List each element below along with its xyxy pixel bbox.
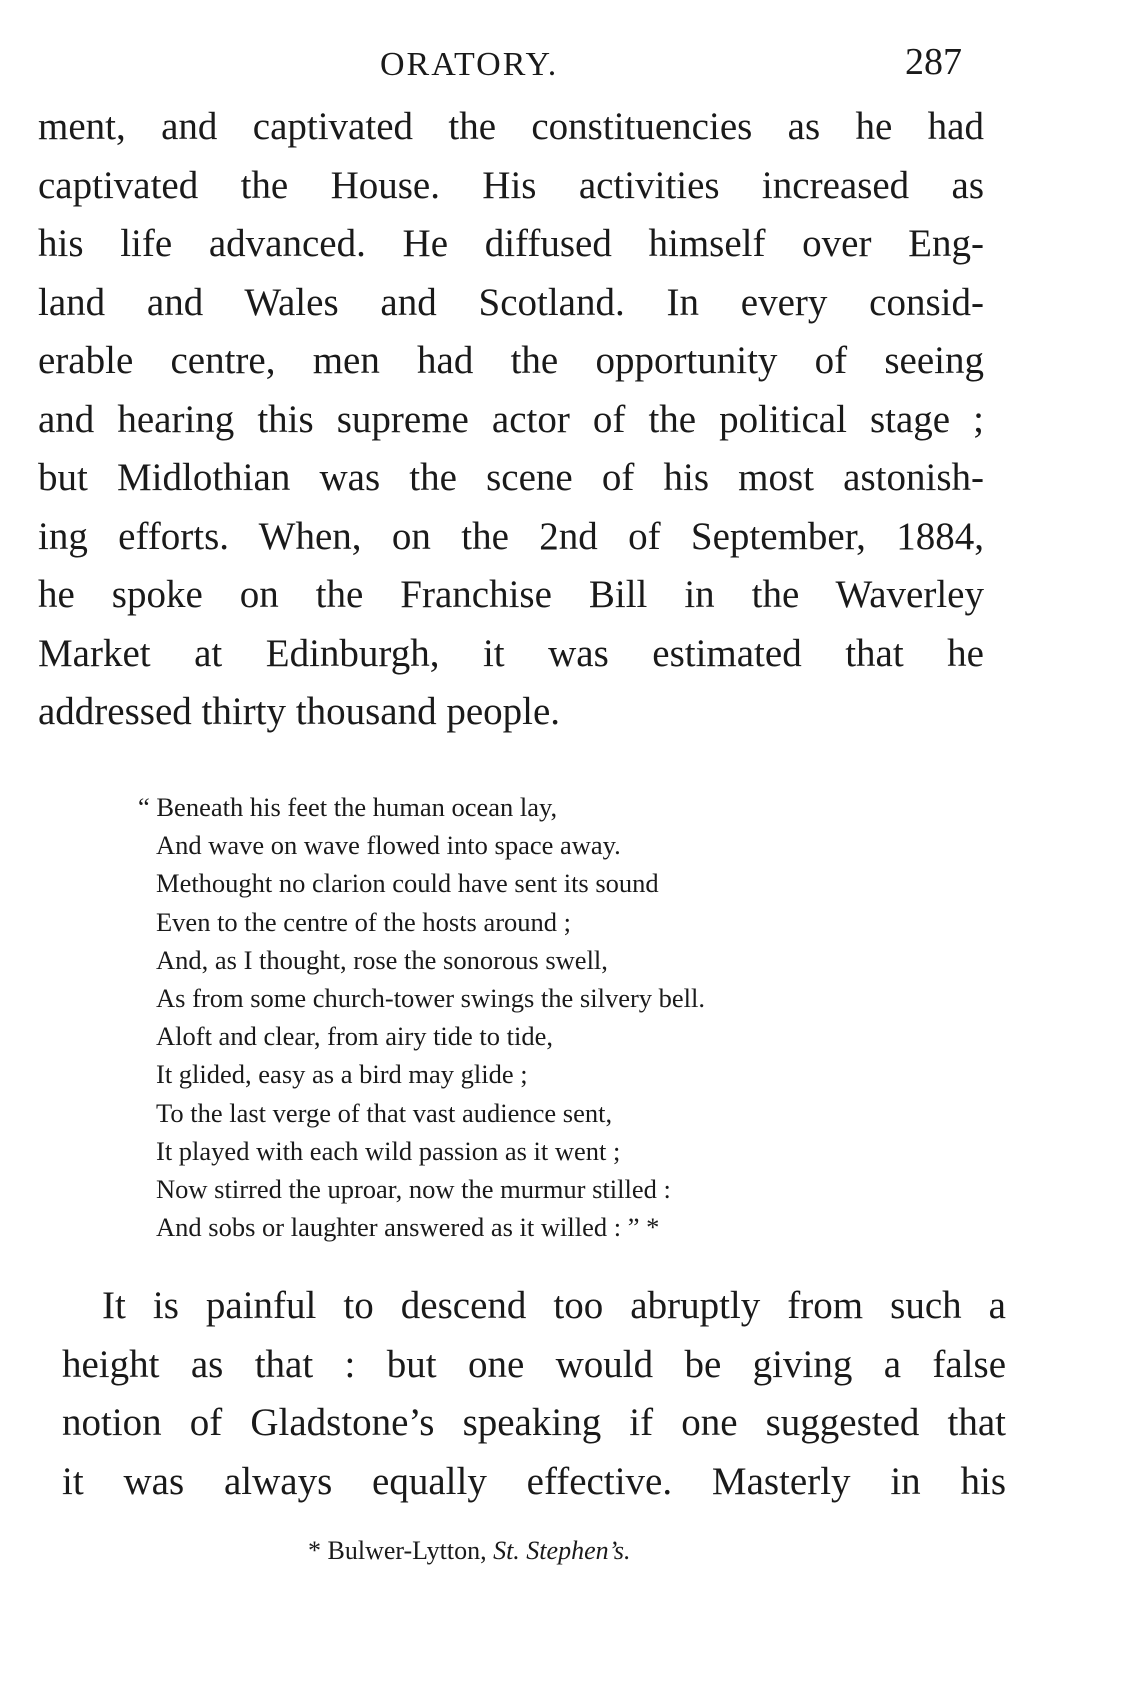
footnote	[308, 1536, 631, 1566]
running-title: ORATORY.	[380, 46, 559, 83]
verse-line: It glided, easy as a bird may glide ;	[156, 1059, 528, 1090]
text-line: and hearing this supreme actor of the political stage ;	[38, 397, 984, 441]
footnote-work: St. Stephen’s.	[493, 1536, 631, 1565]
verse-line: Aloft and clear, from airy tide to tide,	[156, 1021, 554, 1052]
page-number: 287	[905, 41, 962, 83]
text-line: It is painful to descend too abruptly from such a	[102, 1284, 1006, 1327]
verse-line: “ Beneath his feet the human ocean lay,	[138, 792, 558, 822]
footnote-author: Bulwer-Lytton,	[327, 1536, 487, 1565]
verse-line: Now stirred the uproar, now the murmur stilled :	[156, 1174, 671, 1205]
text-line: notion of Gladstone’s speaking if one suggested that	[62, 1401, 1006, 1444]
verse-line: And wave on wave flowed into space away.	[156, 830, 621, 861]
footnote-marker: *	[308, 1536, 321, 1565]
text-line: ing efforts. When, on the 2nd of September, 1884,	[38, 514, 984, 558]
verse-line: Methought no clarion could have sent its sound	[156, 868, 659, 899]
text-line: his life advanced. He diffused himself over Eng-	[38, 222, 984, 265]
text-line: it was always equally effective. Masterly in his	[62, 1459, 1006, 1503]
verse-quotation	[138, 788, 898, 1246]
verse-line: And, as I thought, rose the sonorous swell,	[156, 944, 608, 975]
text-line: height as that : but one would be giving a false	[62, 1342, 1006, 1386]
paragraph-1	[38, 98, 984, 742]
text-line: erable centre, men had the opportunity of seeing	[38, 339, 984, 382]
verse-line: And sobs or laughter answered as it willed : ” *	[156, 1212, 660, 1243]
text-line: land and Wales and Scotland. In every consid-	[38, 280, 984, 324]
text-line: Market at Edinburgh, it was estimated that he	[38, 631, 984, 675]
paragraph-2	[62, 1277, 1006, 1511]
text-line: he spoke on the Franchise Bill in the Waverley	[38, 573, 984, 616]
verse-line: It played with each wild passion as it went ;	[156, 1135, 621, 1166]
text-line: addressed thirty thousand people.	[38, 690, 561, 733]
verse-line: As from some church-tower swings the silvery bell.	[156, 983, 706, 1014]
text-line: but Midlothian was the scene of his most astonish-	[38, 456, 984, 499]
verse-line: Even to the centre of the hosts around ;	[156, 906, 572, 937]
verse-line: To the last verge of that vast audience sent,	[156, 1097, 613, 1128]
page-header	[0, 38, 1128, 98]
text-line: captivated the House. His activities increased as	[38, 163, 984, 207]
text-line: ment, and captivated the constituencies as he had	[38, 105, 984, 148]
